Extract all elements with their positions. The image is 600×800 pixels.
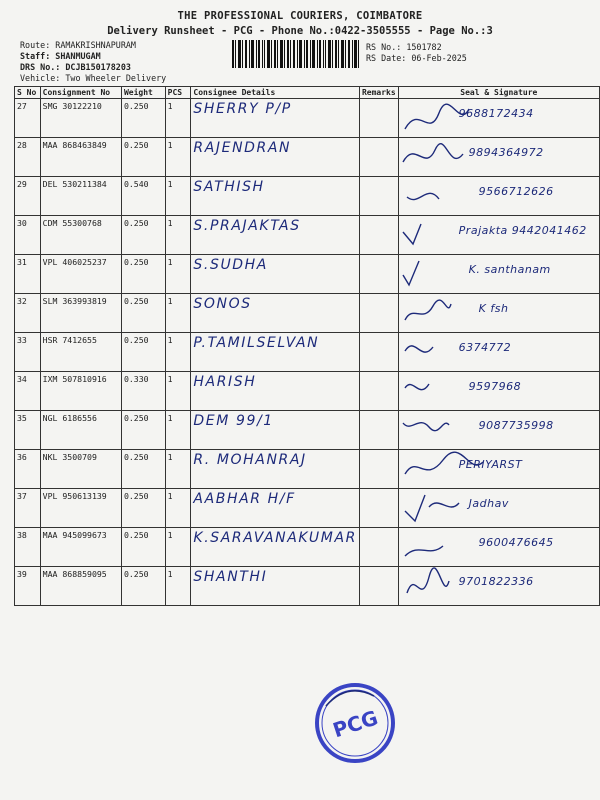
cell-consignee: S.PRAJAKTAS: [191, 216, 360, 255]
cell-sno: 30: [15, 216, 41, 255]
cell-remarks: [359, 216, 398, 255]
signature-text: PERIYARST: [458, 458, 523, 471]
cell-weight: 0.250: [121, 528, 165, 567]
cell-consignment-no: NGL 6186556: [40, 411, 121, 450]
cell-signature: [398, 294, 599, 333]
cell-consignee: SATHISH: [191, 177, 360, 216]
signature-text: Jadhav: [468, 497, 509, 510]
cell-weight: 0.250: [121, 450, 165, 489]
cell-pcs: 1: [165, 294, 191, 333]
cell-consignee: K.SARAVANAKUMAR: [191, 528, 360, 567]
barcode-icon: [232, 40, 359, 68]
cell-signature: [398, 411, 599, 450]
company-title: THE PROFESSIONAL COURIERS, COIMBATORE: [177, 10, 423, 22]
signature-text: 6374772: [458, 341, 512, 354]
cell-consignment-no: CDM 55300768: [40, 216, 121, 255]
cell-consignee: R. MOHANRAJ: [191, 450, 360, 489]
cell-pcs: 1: [165, 411, 191, 450]
cell-consignee: RAJENDRAN: [191, 138, 360, 177]
cell-pcs: 1: [165, 216, 191, 255]
cell-consignee: SONOS: [191, 294, 360, 333]
cell-signature: [398, 99, 599, 138]
route-label: Route: RAMAKRISHNAPURAM: [20, 40, 136, 50]
table-row: [15, 177, 600, 216]
table-row: [15, 255, 600, 294]
cell-pcs: 1: [165, 489, 191, 528]
cell-remarks: [359, 450, 398, 489]
cell-weight: 0.250: [121, 294, 165, 333]
col-signature: Seal & Signature: [398, 87, 599, 99]
cell-consignment-no: DEL 530211384: [40, 177, 121, 216]
cell-pcs: 1: [165, 567, 191, 606]
cell-consignment-no: NKL 3500709: [40, 450, 121, 489]
cell-weight: 0.250: [121, 567, 165, 606]
cell-weight: 0.250: [121, 99, 165, 138]
cell-consignment-no: IXM 507810916: [40, 372, 121, 411]
table-row: [15, 372, 600, 411]
cell-signature: [398, 372, 599, 411]
cell-consignee: S.SUDHA: [191, 255, 360, 294]
cell-consignment-no: VPL 950613139: [40, 489, 121, 528]
cell-consignment-no: MAA 868463849: [40, 138, 121, 177]
cell-weight: 0.250: [121, 138, 165, 177]
cell-remarks: [359, 177, 398, 216]
cell-consignment-no: SMG 30122210: [40, 99, 121, 138]
cell-consignment-no: SLM 363993819: [40, 294, 121, 333]
cell-weight: 0.250: [121, 333, 165, 372]
cell-sno: 31: [15, 255, 41, 294]
cell-consignee: DEM 99/1: [191, 411, 360, 450]
cell-remarks: [359, 138, 398, 177]
cell-pcs: 1: [165, 177, 191, 216]
table-row: [15, 99, 600, 138]
col-sno: S No: [15, 87, 41, 99]
cell-consignee: HARISH: [191, 372, 360, 411]
cell-consignment-no: VPL 406025237: [40, 255, 121, 294]
table-row: [15, 450, 600, 489]
cell-weight: 0.330: [121, 372, 165, 411]
cell-pcs: 1: [165, 255, 191, 294]
signature-text: 9087735998: [478, 419, 554, 432]
table-row: [15, 567, 600, 606]
cell-consignment-no: HSR 7412655: [40, 333, 121, 372]
cell-weight: 0.250: [121, 411, 165, 450]
cell-remarks: [359, 372, 398, 411]
cell-consignee: SHERRY P/P: [191, 99, 360, 138]
cell-signature: [398, 333, 599, 372]
col-remarks: Remarks: [359, 87, 398, 99]
pcg-stamp-icon: [312, 680, 398, 766]
rs-number: RS No.: 1501782: [366, 42, 442, 52]
table-row: [15, 216, 600, 255]
cell-remarks: [359, 489, 398, 528]
cell-signature: [398, 216, 599, 255]
table-row: [15, 333, 600, 372]
cell-signature: [398, 489, 599, 528]
cell-sno: 36: [15, 450, 41, 489]
cell-remarks: [359, 99, 398, 138]
cell-sno: 27: [15, 99, 41, 138]
cell-signature: [398, 255, 599, 294]
runsheet-table: [14, 86, 600, 606]
drs-value: DCJB150178203: [65, 62, 131, 72]
signature-text: 9597968: [468, 380, 522, 393]
signature-text: K. santhanam: [468, 263, 551, 276]
vehicle-label: Vehicle: Two Wheeler Delivery: [20, 73, 167, 83]
cell-signature: [398, 177, 599, 216]
staff-label: Staff: SHANMUGAM: [20, 51, 101, 61]
table-row: [15, 489, 600, 528]
cell-pcs: 1: [165, 528, 191, 567]
table-row: [15, 528, 600, 567]
runsheet-subtitle: Delivery Runsheet - PCG - Phone No.:0422-3505555 - Page No.:3: [107, 25, 493, 37]
table-header-row: [15, 87, 600, 99]
cell-signature: [398, 567, 599, 606]
cell-consignment-no: MAA 945099673: [40, 528, 121, 567]
cell-weight: 0.540: [121, 177, 165, 216]
signature-text: 9566712626: [478, 185, 554, 198]
cell-sno: 29: [15, 177, 41, 216]
cell-sno: 37: [15, 489, 41, 528]
cell-sno: 35: [15, 411, 41, 450]
col-pcs: PCS: [165, 87, 191, 99]
cell-remarks: [359, 255, 398, 294]
cell-consignee: SHANTHI: [191, 567, 360, 606]
cell-pcs: 1: [165, 99, 191, 138]
cell-pcs: 1: [165, 450, 191, 489]
cell-remarks: [359, 567, 398, 606]
signature-text: 9701822336: [458, 575, 534, 588]
cell-pcs: 1: [165, 138, 191, 177]
signature-text: 9600476645: [478, 536, 554, 549]
cell-remarks: [359, 528, 398, 567]
signature-text: 9688172434: [458, 107, 534, 120]
cell-remarks: [359, 294, 398, 333]
cell-weight: 0.250: [121, 489, 165, 528]
col-consignee: Consignee Details: [191, 87, 360, 99]
cell-pcs: 1: [165, 333, 191, 372]
cell-weight: 0.250: [121, 216, 165, 255]
stamp-text: PCG: [329, 705, 381, 743]
table-row: [15, 138, 600, 177]
signature-text: Prajakta 9442041462: [458, 224, 587, 237]
table-row: [15, 294, 600, 333]
signature-text: K fsh: [478, 302, 509, 315]
cell-signature: [398, 528, 599, 567]
cell-sno: 38: [15, 528, 41, 567]
cell-remarks: [359, 333, 398, 372]
col-consignment: Consignment No: [40, 87, 121, 99]
drs-number: [20, 62, 131, 72]
cell-signature: [398, 138, 599, 177]
cell-sno: 28: [15, 138, 41, 177]
cell-consignee: P.TAMILSELVAN: [191, 333, 360, 372]
rs-date: RS Date: 06-Feb-2025: [366, 53, 467, 63]
col-weight: Weight: [121, 87, 165, 99]
cell-remarks: [359, 411, 398, 450]
signature-text: 9894364972: [468, 146, 544, 159]
cell-sno: 33: [15, 333, 41, 372]
cell-sno: 32: [15, 294, 41, 333]
cell-pcs: 1: [165, 372, 191, 411]
cell-sno: 34: [15, 372, 41, 411]
drs-label: DRS No.:: [20, 62, 61, 72]
cell-sno: 39: [15, 567, 41, 606]
cell-weight: 0.250: [121, 255, 165, 294]
table-row: [15, 411, 600, 450]
cell-consignee: AABHAR H/F: [191, 489, 360, 528]
cell-signature: [398, 450, 599, 489]
cell-consignment-no: MAA 868859095: [40, 567, 121, 606]
